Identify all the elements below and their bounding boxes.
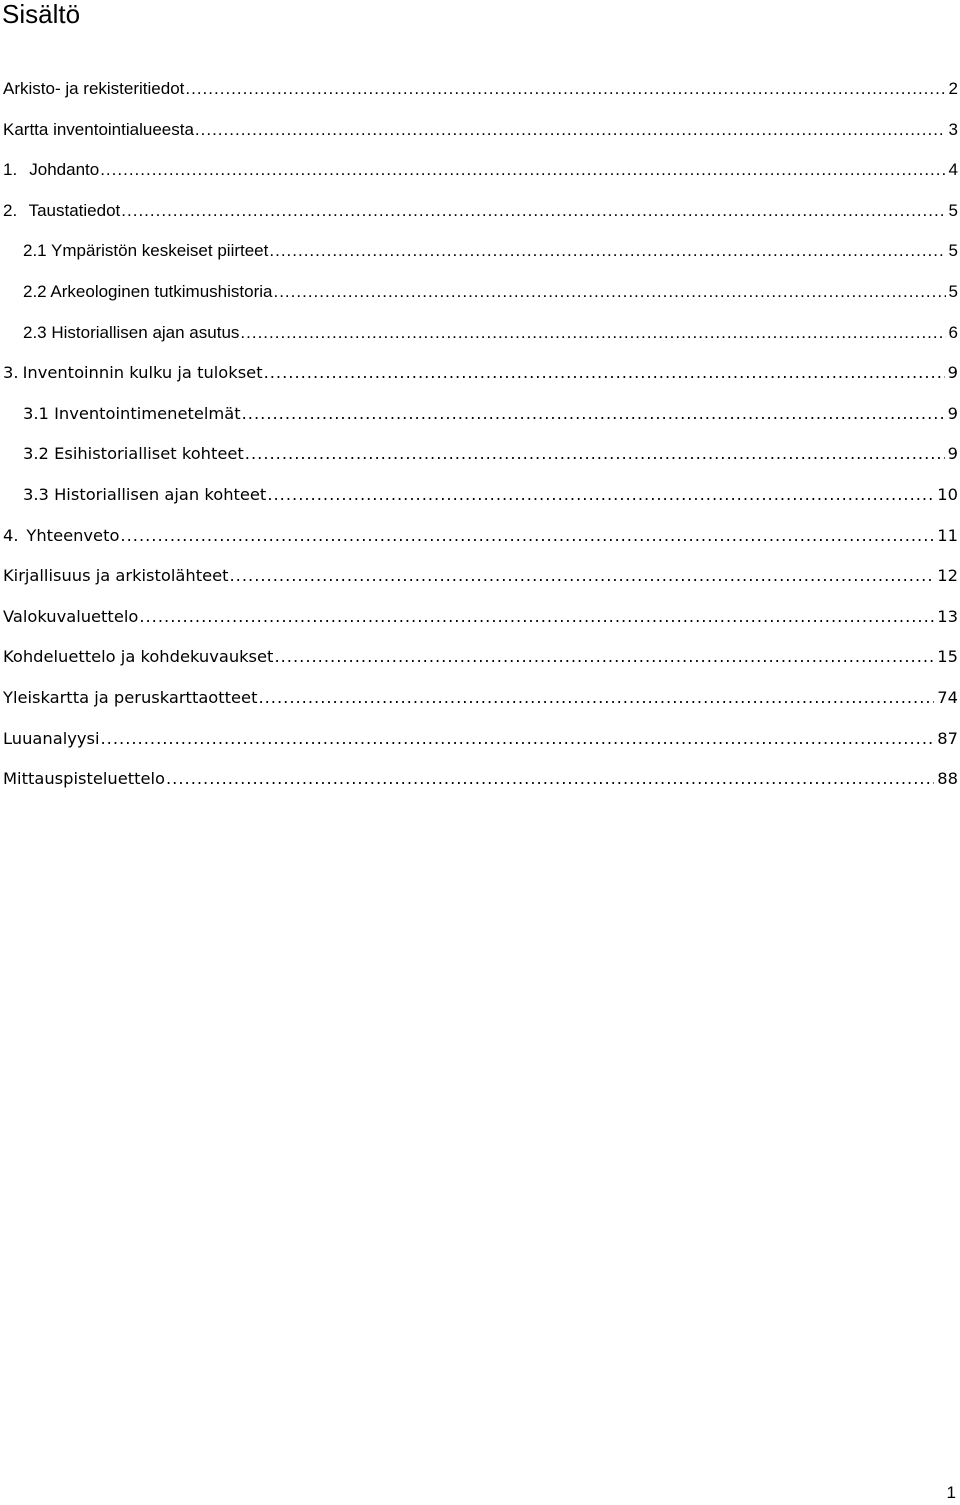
- toc-leader-dots: [100, 158, 945, 182]
- toc-entry-page: 9: [947, 363, 958, 383]
- toc-leader-dots: [139, 605, 934, 629]
- toc-entry-page: 74: [937, 687, 958, 707]
- toc-entry-number: 4.: [3, 525, 19, 545]
- toc-leader-dots: [273, 280, 945, 304]
- toc-entry-number: 3.: [3, 363, 19, 383]
- table-of-contents: [3, 77, 958, 808]
- toc-entry-page: 5: [948, 241, 958, 261]
- toc-leader-dots: [240, 321, 945, 345]
- toc-leader-dots: [242, 402, 945, 426]
- toc-entry-arkisto[interactable]: [3, 77, 958, 118]
- toc-entry-inventoinnin-kulku[interactable]: [3, 361, 958, 402]
- toc-entry-number: 2.: [3, 200, 18, 220]
- toc-entry-page: 5: [948, 281, 958, 301]
- toc-entry-page: 2: [948, 79, 958, 98]
- toc-leader-dots: [245, 442, 945, 466]
- toc-entry-label: Mittauspisteluettelo: [3, 769, 165, 789]
- toc-entry-page: 9: [947, 444, 958, 464]
- toc-entry-3-3[interactable]: [3, 483, 958, 524]
- toc-entry-page: 15: [937, 647, 958, 667]
- toc-leader-dots: [195, 118, 946, 142]
- toc-leader-dots: [264, 361, 945, 385]
- toc-entry-3-1[interactable]: [3, 402, 958, 443]
- page-title: Sisältö: [2, 0, 81, 29]
- toc-entry-label: 2.2 Arkeologinen tutkimushistoria: [23, 281, 273, 301]
- toc-entry-kartta[interactable]: [3, 118, 958, 159]
- toc-entry-label: Luuanalyysi: [3, 728, 100, 748]
- toc-leader-dots: [267, 483, 934, 507]
- toc-entry-taustatiedot[interactable]: [3, 199, 958, 240]
- toc-entry-label: Taustatiedot: [28, 200, 121, 220]
- toc-entry-number: 1.: [3, 160, 18, 180]
- toc-entry-label: 2.3 Historiallisen ajan asutus: [23, 322, 240, 342]
- toc-entry-label: Yleiskartta ja peruskarttaotteet: [3, 687, 258, 707]
- toc-entry-page: 6: [948, 322, 958, 342]
- toc-entry-valokuvaluettelo[interactable]: [3, 605, 958, 646]
- toc-entry-kirjallisuus[interactable]: [3, 564, 958, 605]
- toc-entry-label: 3.1 Inventointimenetelmät: [23, 403, 241, 423]
- toc-entry-2-3[interactable]: [3, 321, 958, 362]
- toc-entry-page: 4: [948, 160, 958, 180]
- toc-entry-label: 3.2 Esihistorialliset kohteet: [23, 444, 244, 464]
- toc-entry-page: 87: [937, 728, 958, 748]
- toc-leader-dots: [269, 239, 945, 263]
- toc-entry-label: Inventoinnin kulku ja tulokset: [22, 363, 263, 383]
- toc-entry-page: 88: [937, 769, 958, 789]
- toc-entry-page: 11: [937, 525, 958, 545]
- toc-entry-yleiskartta[interactable]: [3, 686, 958, 727]
- toc-leader-dots: [274, 645, 934, 669]
- toc-entry-label: 2.1 Ympäristön keskeiset piirteet: [23, 241, 269, 261]
- toc-leader-dots: [166, 767, 934, 791]
- toc-leader-dots: [230, 564, 935, 588]
- toc-entry-label: Kohdeluettelo ja kohdekuvaukset: [3, 647, 274, 667]
- toc-leader-dots: [185, 77, 945, 101]
- toc-entry-3-2[interactable]: [3, 442, 958, 483]
- toc-entry-mittauspisteluettelo[interactable]: [3, 767, 958, 808]
- page-number: 1: [946, 1483, 956, 1502]
- toc-entry-yhteenveto[interactable]: [3, 524, 958, 565]
- toc-entry-page: 3: [948, 119, 958, 139]
- toc-entry-page: 5: [948, 200, 958, 220]
- toc-entry-page: 9: [947, 403, 958, 423]
- toc-entry-luuanalyysi[interactable]: [3, 727, 958, 768]
- toc-leader-dots: [120, 524, 934, 548]
- toc-entry-label: Kartta inventointialueesta: [3, 119, 194, 139]
- toc-entry-label: Arkisto- ja rekisteritiedot: [3, 79, 185, 98]
- toc-leader-dots: [101, 727, 935, 751]
- toc-entry-label: Johdanto: [29, 160, 100, 180]
- toc-entry-page: 10: [937, 484, 958, 504]
- toc-entry-page: 13: [937, 606, 958, 626]
- toc-entry-2-2[interactable]: [3, 280, 958, 321]
- toc-entry-label: Valokuvaluettelo: [3, 606, 139, 626]
- toc-entry-kohdeluettelo[interactable]: [3, 645, 958, 686]
- toc-entry-johdanto[interactable]: [3, 158, 958, 199]
- toc-entry-label: Yhteenveto: [26, 525, 120, 545]
- toc-leader-dots: [258, 686, 934, 710]
- toc-entry-2-1[interactable]: [3, 239, 958, 280]
- toc-entry-label: Kirjallisuus ja arkistolähteet: [3, 566, 229, 586]
- toc-leader-dots: [121, 199, 945, 223]
- toc-entry-label: 3.3 Historiallisen ajan kohteet: [23, 484, 267, 504]
- toc-entry-page: 12: [937, 566, 958, 586]
